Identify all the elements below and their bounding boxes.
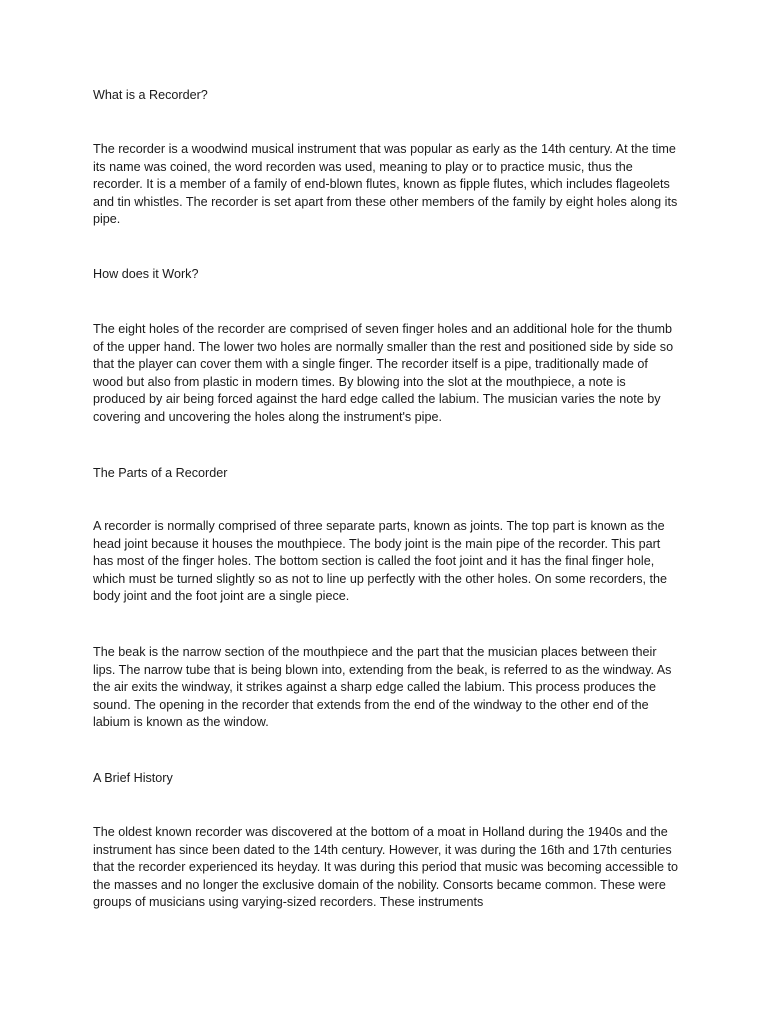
section-heading-brief-history: A Brief History — [93, 771, 173, 785]
paragraph-brief-history: The oldest known recorder was discovered at the bottom of a moat in Holland during the 1940s and the instrument has since been dated to the 14th century. However, it was during the 16th and 17th centuries that the recorder experienced its heyday. It was during this period that music was becoming accessible to the masses and no longer the exclusive domain of the nobility. Consorts became common. These were groups of musicians using varying-sized recorders. These instruments — [93, 825, 678, 910]
paragraph-parts-beak: The beak is the narrow section of the mouthpiece and the part that the musician places between their lips. The narrow tube that is being blown into, extending from the beak, is referred to as the windway. As the air exits the windway, it strikes against a sharp edge called the labium. This process produces the sound. The opening in the recorder that extends from the end of the windway to the other end of the labium is known as the window. — [93, 645, 672, 730]
paragraph-what-is-a-recorder: The recorder is a woodwind musical instrument that was popular as early as the 14th century. At the time its name was coined, the word recorden was used, meaning to play or to practice music, thus the recorder. It is a member of a family of end-blown flutes, known as fipple flutes, which includes flageolets and tin whistles. The recorder is set apart from these other members of the family by eight holes along its pipe. — [93, 142, 678, 227]
paragraph-how-does-it-work: The eight holes of the recorder are comprised of seven finger holes and an additional hole for the thumb of the upper hand. The lower two holes are normally smaller than the rest and positioned side by side so that the player can cover them with a single finger. The recorder itself is a pipe, traditionally made of wood but also from plastic in modern times. By blowing into the slot at the mouthpiece, a note is produced by air being forced against the hard edge called the labium. The musician varies the note by covering and uncovering the holes along the instrument's pipe. — [93, 322, 674, 424]
section-heading-how-does-it-work: How does it Work? — [93, 267, 199, 281]
section-heading-parts-of-a-recorder: The Parts of a Recorder — [93, 466, 228, 480]
section-heading-what-is-a-recorder: What is a Recorder? — [93, 88, 208, 102]
paragraph-parts-joints: A recorder is normally comprised of three separate parts, known as joints. The top part is known as the head joint because it houses the mouthpiece. The body joint is the main pipe of the recorder. This part has most of the finger holes. The bottom section is called the foot joint and it has the final finger hole, which must be turned slightly so as not to line up perfectly with the other holes. On some recorders, the body joint and the foot joint are a single piece. — [93, 519, 668, 604]
